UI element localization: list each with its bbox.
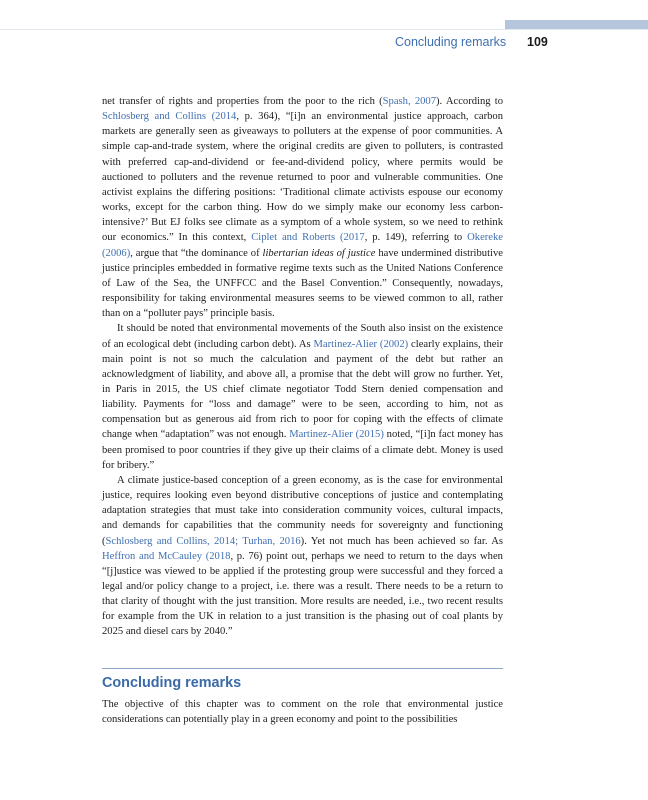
citation-link[interactable]: Heffron and McCauley (2018 <box>102 550 231 562</box>
text-run: clearly explains, their main point is not so much the calculation and payment of the debt but rather an acknowledgment of liability, and above all, a promise that the debt will grow no further. Yet, in Paris in 2015, the US chief climate negotiator Todd Stern denied compensation and liability. Payments for “loss and damage” were to be seen, according to him, not as compensation but as generous aid from rich to poor for coping with the effects of climate change when “adaptation” was not enough. <box>102 338 503 441</box>
citation-link[interactable]: Schlosberg and Collins, 2014; Turhan, 2016 <box>105 535 301 547</box>
citation-link[interactable]: Schlosberg and Collins (2014 <box>102 111 237 123</box>
header-rule <box>0 29 648 30</box>
citation-link[interactable]: Martinez-Alier (2002) <box>313 338 409 350</box>
section-heading: Concluding remarks <box>102 675 242 691</box>
page-number: 109 <box>527 35 548 49</box>
text-run: , p. 364), “[i]n an environmental justice approach, carbon markets are generally seen as giveaways to polluters at the expense of poor communities. A simple cap-and-trade system, where the original credits are given to polluters, is contrasted with preferred cap-and-dividend or fee-and-dividend policy, where permits would be auctioned to polluters and the revenue returned to poor and vulnerable communities. One activist explains the differing positions: ‘Traditional climate activists espouse our economy works, except for the carbon thing. How do we simply make our economy less carbon-intensive?’ But EJ folks see climate as a symptom of a whole system, so we need to rethink our economics.” In this context, <box>102 111 503 244</box>
paragraph <box>102 94 503 321</box>
text-run: ). According to <box>436 96 504 107</box>
paragraph: The objective of this chapter was to comment on the role that environmental justice considerations can potentially play in a green economy and point to the possibilities <box>102 699 503 726</box>
body-text <box>102 94 503 640</box>
section-text <box>102 697 503 727</box>
paragraph <box>102 473 503 640</box>
section-divider <box>102 668 503 669</box>
text-run: , argue that “the dominance of <box>130 247 263 259</box>
running-head: Concluding remarks <box>395 35 507 49</box>
emphasis-text: libertarian ideas of justice <box>262 247 376 259</box>
text-run: have undermined distributive justice principles embedded in formative regime texts such as the United Nations Conference of Law of the Sea, the UNFFCC and the Basel Convention.” Consequently, nowadays, responsibility for taking environmental measures seems to be viewed common to all, rather than on a “polluter pays” principle basis. <box>102 247 503 320</box>
text-run: , p. 76) point out, perhaps we need to return to the days when “[j]ustice was viewed to be applied if the protesting group were successful and they forced a legal and/or policy change to a project, i.e. there was a result. There needs to be a return to that clarity of thought with the just transition. More results are needed, i.e., two recent results for example from the UK in relation to a just transition is the phasing out of coal plants by 2025 and diesel cars by 2040.” <box>102 550 503 638</box>
text-run: It should be noted that environmental movements of the South also insist on the existence of an ecological debt (including carbon debt). As <box>102 323 503 350</box>
text-run: , p. 149), referring to <box>364 232 468 244</box>
text-run: net transfer of rights and properties from the poor to the rich ( <box>102 96 383 107</box>
text-run: A climate justice-based conception of a green economy, as is the case for environmental justice, requires looking even beyond distributive conceptions of justice and contemplating adaptation strategies that must take into consideration community voices, cultural impacts, and demands for capabilities that the community needs for sovereignty and functioning ( <box>102 474 503 547</box>
citation-link[interactable]: Ciplet and Roberts (2017 <box>251 232 365 244</box>
header-accent-bar <box>505 20 648 29</box>
citation-link[interactable]: Spash, 2007 <box>382 96 437 107</box>
text-run: noted, “[i]n fact money has been promised to poor countries if they give up their claims of a climate debt. Money is used for bribery.” <box>102 429 503 471</box>
citation-link[interactable]: Martinez-Alier (2015) <box>289 429 384 441</box>
text-run: ). Yet not much has been achieved so far. As <box>300 535 503 547</box>
citation-link[interactable]: Okereke (2006) <box>102 232 504 259</box>
paragraph <box>102 321 503 473</box>
